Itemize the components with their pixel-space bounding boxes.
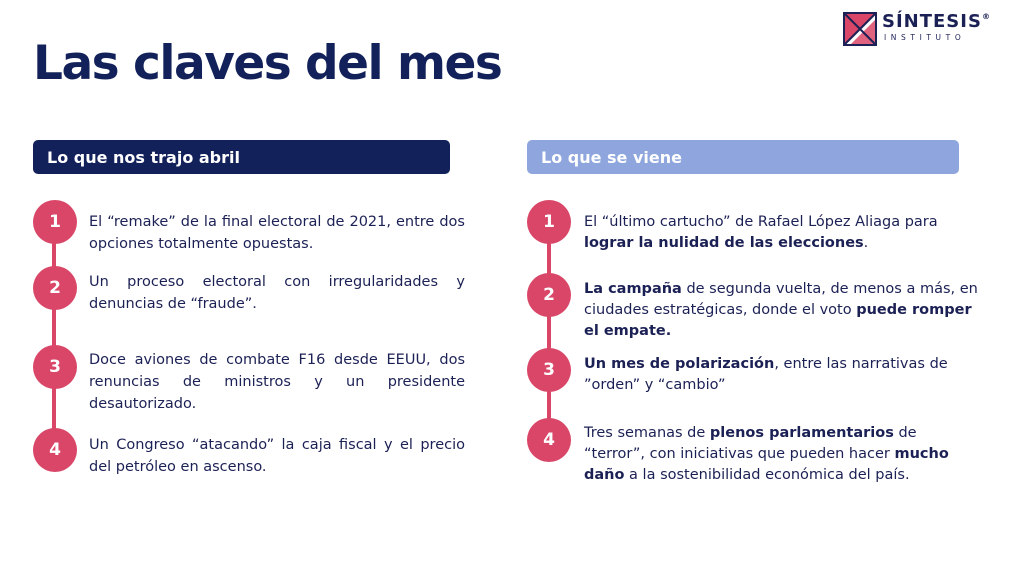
right-column-header: Lo que se viene [527,140,959,174]
right-item-2-number: 2 [527,273,571,317]
right-item-2-emphasis-1: La campaña [584,281,682,297]
left-column-header: Lo que nos trajo abril [33,140,450,174]
left-item-2-text: Un proceso electoral con irregularidades y denuncias de “fraude”. [89,274,465,312]
right-item-1-number: 1 [527,200,571,244]
logo-subtitle: INSTITUTO [884,33,966,42]
left-item-2-number: 2 [33,266,77,310]
left-item-4-text: Un Congreso “atacando” la caja fiscal y el precio del petróleo en ascenso. [89,437,465,475]
right-item-1-emphasis: lograr la nulidad de las elecciones [584,235,864,251]
right-item-3-number: 3 [527,348,571,392]
right-item-1-text: El “último cartucho” de Rafael López Aliaga para lograr la nulidad de las elecciones. [584,214,938,251]
right-timeline-line [547,222,551,440]
left-item-1-text: El “remake” de la final electoral de 2021, entre dos opciones totalmente opuestas. [89,214,465,252]
sintesis-logo [843,12,995,48]
registered-mark: ® [981,12,991,21]
left-item-3-text: Doce aviones de combate F16 desde EEUU, dos renuncias de ministros y un presidente desautorizado. [89,352,465,412]
left-item-1-number: 1 [33,200,77,244]
right-item-4-text: Tres semanas de plenos parlamentarios de “terror”, con iniciativas que pueden hacer mucho daño a la sostenibilidad económica del país. [584,425,949,483]
page-title: Las claves del mes [33,36,502,91]
right-item-4-number: 4 [527,418,571,462]
right-item-3-emphasis: Un mes de polarización [584,356,775,372]
sintesis-logo-icon [843,12,877,46]
right-item-2-emphasis-2: puede romper el empate. [584,302,972,339]
right-item-3-text: Un mes de polarización, entre las narrativas de ”orden” y “cambio” [584,356,948,393]
right-item-4-emphasis-1: plenos parlamentarios [709,425,894,441]
right-item-2-text: La campaña de segunda vuelta, de menos a más, en ciudades estratégicas, donde el voto puede romper el empate. [584,281,978,339]
right-item-4-emphasis-2: mucho daño [584,446,949,483]
left-timeline-line [52,222,56,452]
left-item-4-number: 4 [33,428,77,472]
logo-name: SÍNTESIS® [882,11,991,32]
left-item-3-number: 3 [33,345,77,389]
